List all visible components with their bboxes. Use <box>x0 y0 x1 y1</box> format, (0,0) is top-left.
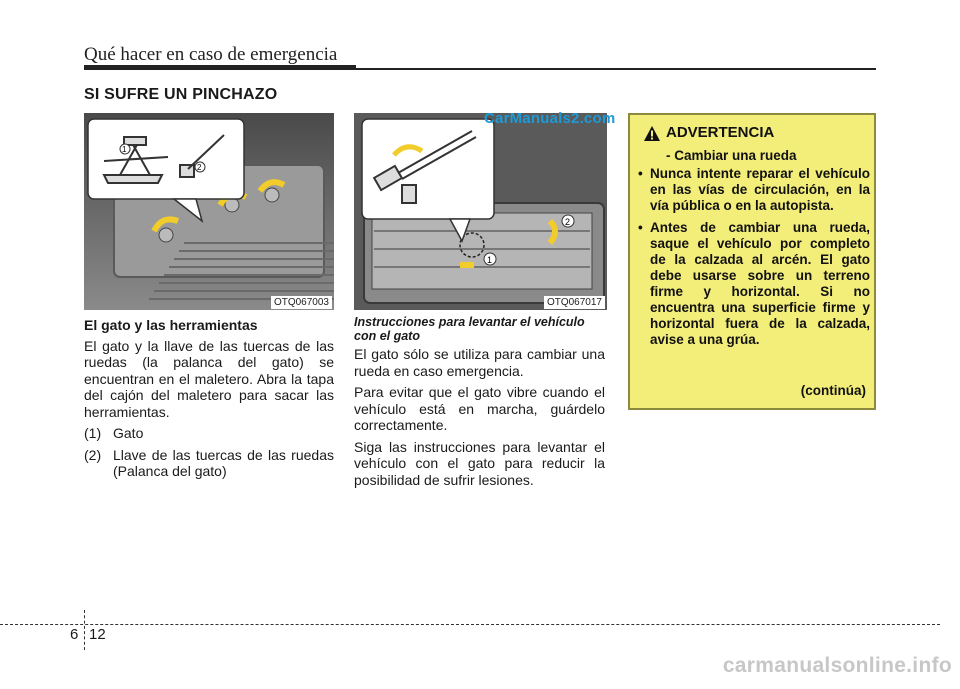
page-number: 12 <box>89 626 106 643</box>
header-rule-thick <box>84 65 356 70</box>
bullet: • <box>638 220 643 235</box>
tools-paragraph: El gato y la llave de las tuercas de las ruedas (la palanca del gato) se encuentran en el maletero. Abra la tapa del cajón del maletero para sacar las herramientas. <box>84 337 334 420</box>
footer-divider <box>0 624 940 625</box>
list-item-text: Llave de las tuercas de las ruedas (Palanca del gato) <box>113 446 334 479</box>
bullet: • <box>638 166 643 181</box>
tools-list <box>84 425 334 480</box>
jack-tools-illustration <box>84 113 334 310</box>
warning-item-text: Nunca intente reparar el vehículo en las vías de circulación, en la vía pública o en la autopista. <box>650 166 870 213</box>
watermark-carmanuals2[interactable]: CarManuals2.com <box>484 110 616 127</box>
warning-list <box>638 166 870 354</box>
column-instructions <box>354 315 605 493</box>
warning-subtitle: - Cambiar una rueda <box>666 148 797 163</box>
svg-text:1: 1 <box>487 255 493 265</box>
section-title: SI SUFRE UN PINCHAZO <box>84 86 278 103</box>
header-rule-thin <box>356 68 876 70</box>
figure-jack-tools <box>84 113 334 310</box>
instructions-paragraph: Para evitar que el gato vibre cuando el vehículo está en marcha, guárdelo correctamente. <box>354 384 605 433</box>
footer-site-watermark[interactable]: carmanualsonline.info <box>722 654 952 677</box>
list-item <box>638 220 870 348</box>
list-item-number: (2) <box>84 446 102 463</box>
warning-continues: (continúa) <box>800 383 866 398</box>
figure-jack-instructions <box>354 113 607 310</box>
warning-header <box>644 125 774 141</box>
list-item <box>84 425 334 442</box>
figure-code: OTQ067003 <box>271 296 332 309</box>
figure-code: OTQ067017 <box>544 296 605 309</box>
list-item-number: (1) <box>84 425 102 441</box>
svg-text:2: 2 <box>565 217 571 227</box>
warning-box <box>628 113 876 410</box>
list-item <box>84 447 334 480</box>
column-tools <box>84 317 334 485</box>
list-item-text: Gato <box>113 425 144 441</box>
instructions-paragraph: Siga las instrucciones para levantar el vehículo con el gato para reducir la posibilidad de sufrir lesiones. <box>354 438 605 488</box>
tools-heading: El gato y las herramientas <box>84 317 258 333</box>
instructions-paragraph: El gato sólo se utiliza para cambiar una rueda en caso emergencia. <box>354 346 605 379</box>
instructions-heading: Instrucciones para levantar el vehículo con el gato <box>354 315 585 343</box>
svg-text:1: 1 <box>122 145 127 154</box>
list-item <box>638 166 870 214</box>
jack-instructions-illustration <box>354 113 607 310</box>
header-title: Qué hacer en caso de emergencia <box>84 44 338 65</box>
warning-title: ADVERTENCIA <box>666 124 775 141</box>
footer-page-divider <box>84 610 85 650</box>
svg-text:2: 2 <box>197 163 202 172</box>
warning-item-text: Antes de cambiar una rueda, saque el vehículo por completo de la calzada al arcén. El gato debe usarse sobre un terreno firme y horizontal. Si no encuentra una superficie firme y horizontal fuera de la calzada, avise a una grúa. <box>650 220 870 347</box>
warning-triangle-icon <box>644 126 660 141</box>
page-section-number: 6 <box>70 626 79 643</box>
